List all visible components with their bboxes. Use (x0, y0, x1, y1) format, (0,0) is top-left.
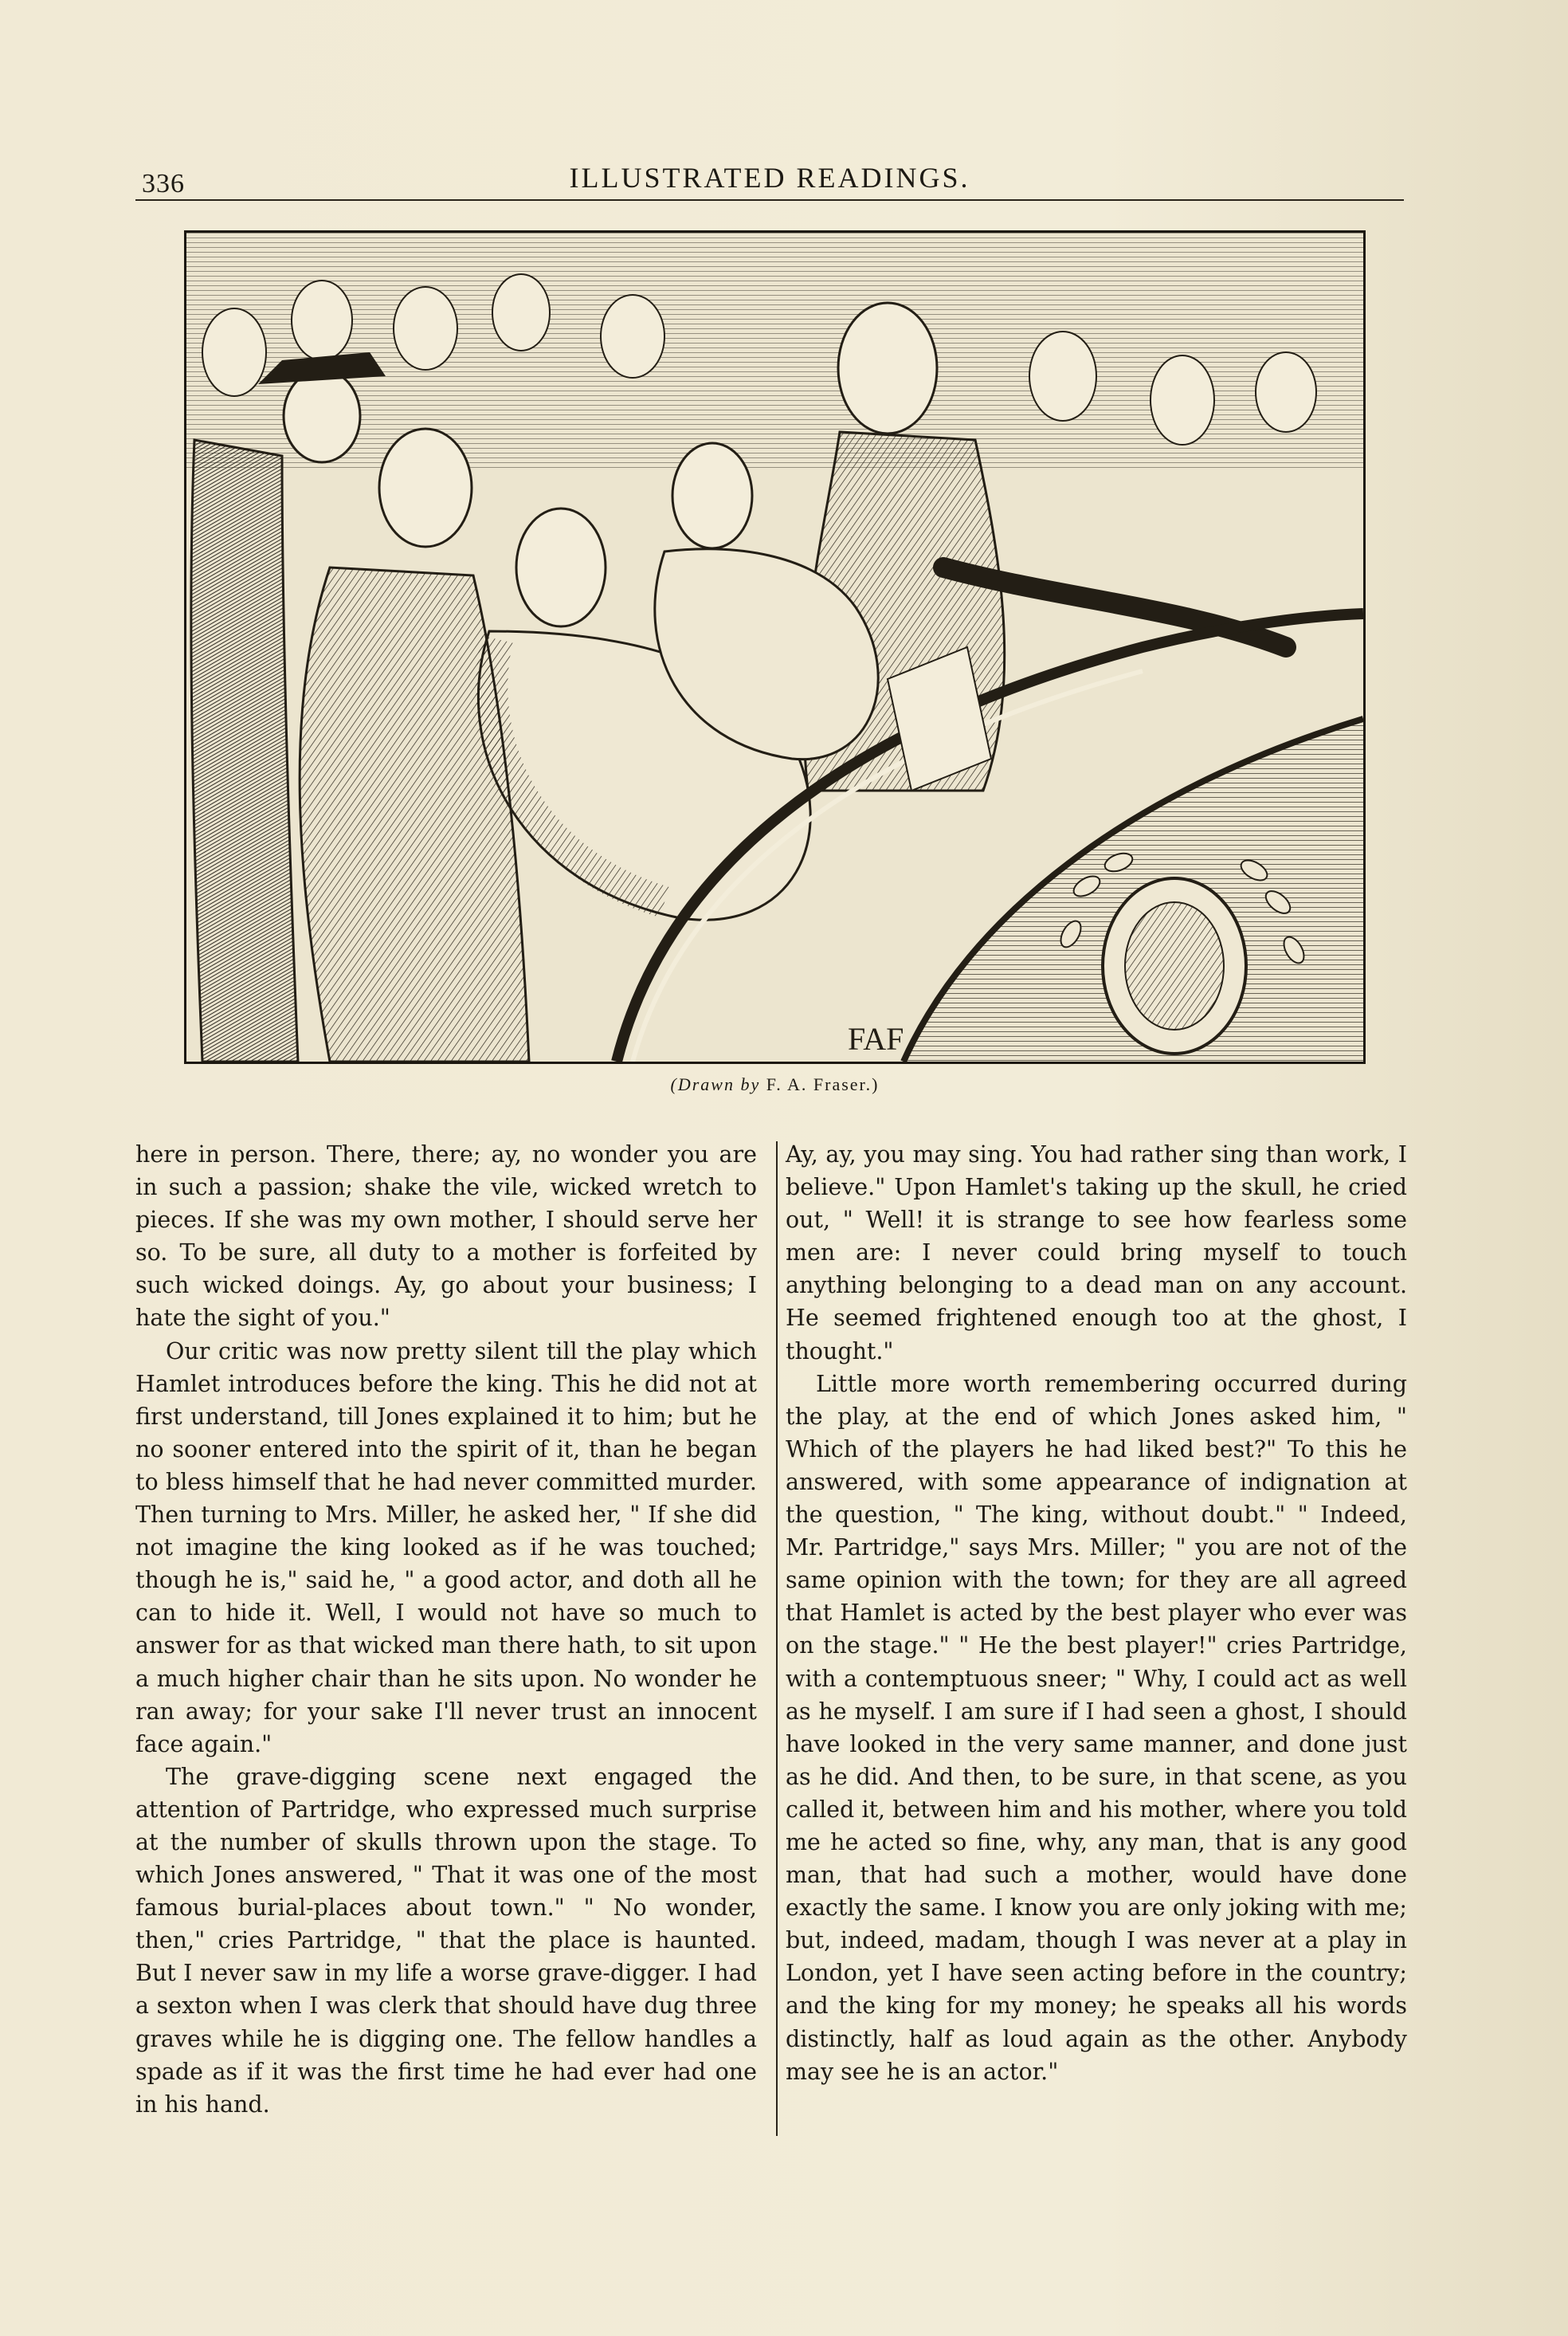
right-paragraph-2: Little more worth remembering occurred during the play, at the end of which Jones asked him, " Which of the players he had liked best?" To this he answered, with some appearance of indignation at the question, " The king, without doubt." " Indeed, Mr. Partridge," says Mrs. Miller; " you are not of the same opinion with the town; for they are all agreed that Hamlet is acted by the best player who ever was on the stage." " He the best player!" cries Partridge, with a contemptuous sneer; " Why, I could act as well as he myself. I am sure if I had seen a ghost, I should have looked in the very same manner, and done just as he did. And then, to be sure, in that scene, as you called it, between him and his mother, where you told me he acted so fine, why, any man, that is any good man, that had such a mother, would have done exactly the same. I know you are only joking with me; but, indeed, madam, though I was never at a play in London, yet I have seen acting before in the country; and the king for my money; he speaks all his words distinctly, half as loud again as the other. Anybody may see he is an actor." (786, 1370, 1407, 2085)
page-header (135, 158, 1404, 201)
running-title: ILLUSTRATED READINGS. (569, 162, 970, 194)
artist-monogram: FAF (848, 1021, 904, 1057)
column-divider (776, 1141, 778, 2136)
page-number: 336 (142, 169, 185, 198)
left-column (135, 1138, 757, 2121)
right-column (786, 1138, 1407, 2088)
engraving-theatre-audience-icon (186, 233, 1363, 1062)
left-paragraph-1: here in person. There, there; ay, no wonder you are in such a passion; shake the vile, wicked wretch to pieces. If she was my own mother, I should serve her so. To be sure, all duty to a mother is forfeited by such wicked doings. Ay, go about your business; I hate the sight of you." (135, 1141, 757, 1332)
left-paragraph-2: Our critic was now pretty silent till the play which Hamlet introduces before the king. This he did not at first understand, till Jones explained it to him; but he no sooner entered into the spirit of it, than he began to bless himself that he had never committed murder. Then turning to Mrs. Miller, he asked her, " If she did not imagine the king looked as if he was touched; though he is," said he, " a good actor, and doth all he can to hide it. Well, I would not have so much to answer for as that wicked man there hath, to sit upon a much higher chair than he sits upon. No wonder he ran away; for your sake I'll never trust an innocent face again." (135, 1337, 757, 1757)
right-paragraph-1: Ay, ay, you may sing. You had rather sing than work, I believe." Upon Hamlet's taking up the skull, he cried out, " Well! it is strange to see how fearless some men are: I never could bring myself to touch anything belonging to a dead man on any account. He seemed frightened enough too at the ghost, I thought." (786, 1141, 1407, 1364)
left-paragraph-3: The grave-digging scene next engaged the attention of Partridge, who expressed much surprise at the number of skulls thrown upon the stage. To which Jones answered, " That it was one of the most famous burial-places about town." " No wonder, then," cries Partridge, " that the place is haunted. But I never saw in my life a worse grave-digger. I had a sexton when I was clerk that should have dug three graves while he is digging one. The fellow handles a spade as if it was the first time he had ever had one in his hand. (135, 1763, 757, 2118)
illustration-caption (184, 1074, 1366, 1095)
caption-artist: F. A. Fraser.) (766, 1074, 880, 1094)
engraving-illustration (184, 230, 1366, 1064)
caption-drawn-by: (Drawn by (670, 1074, 761, 1094)
